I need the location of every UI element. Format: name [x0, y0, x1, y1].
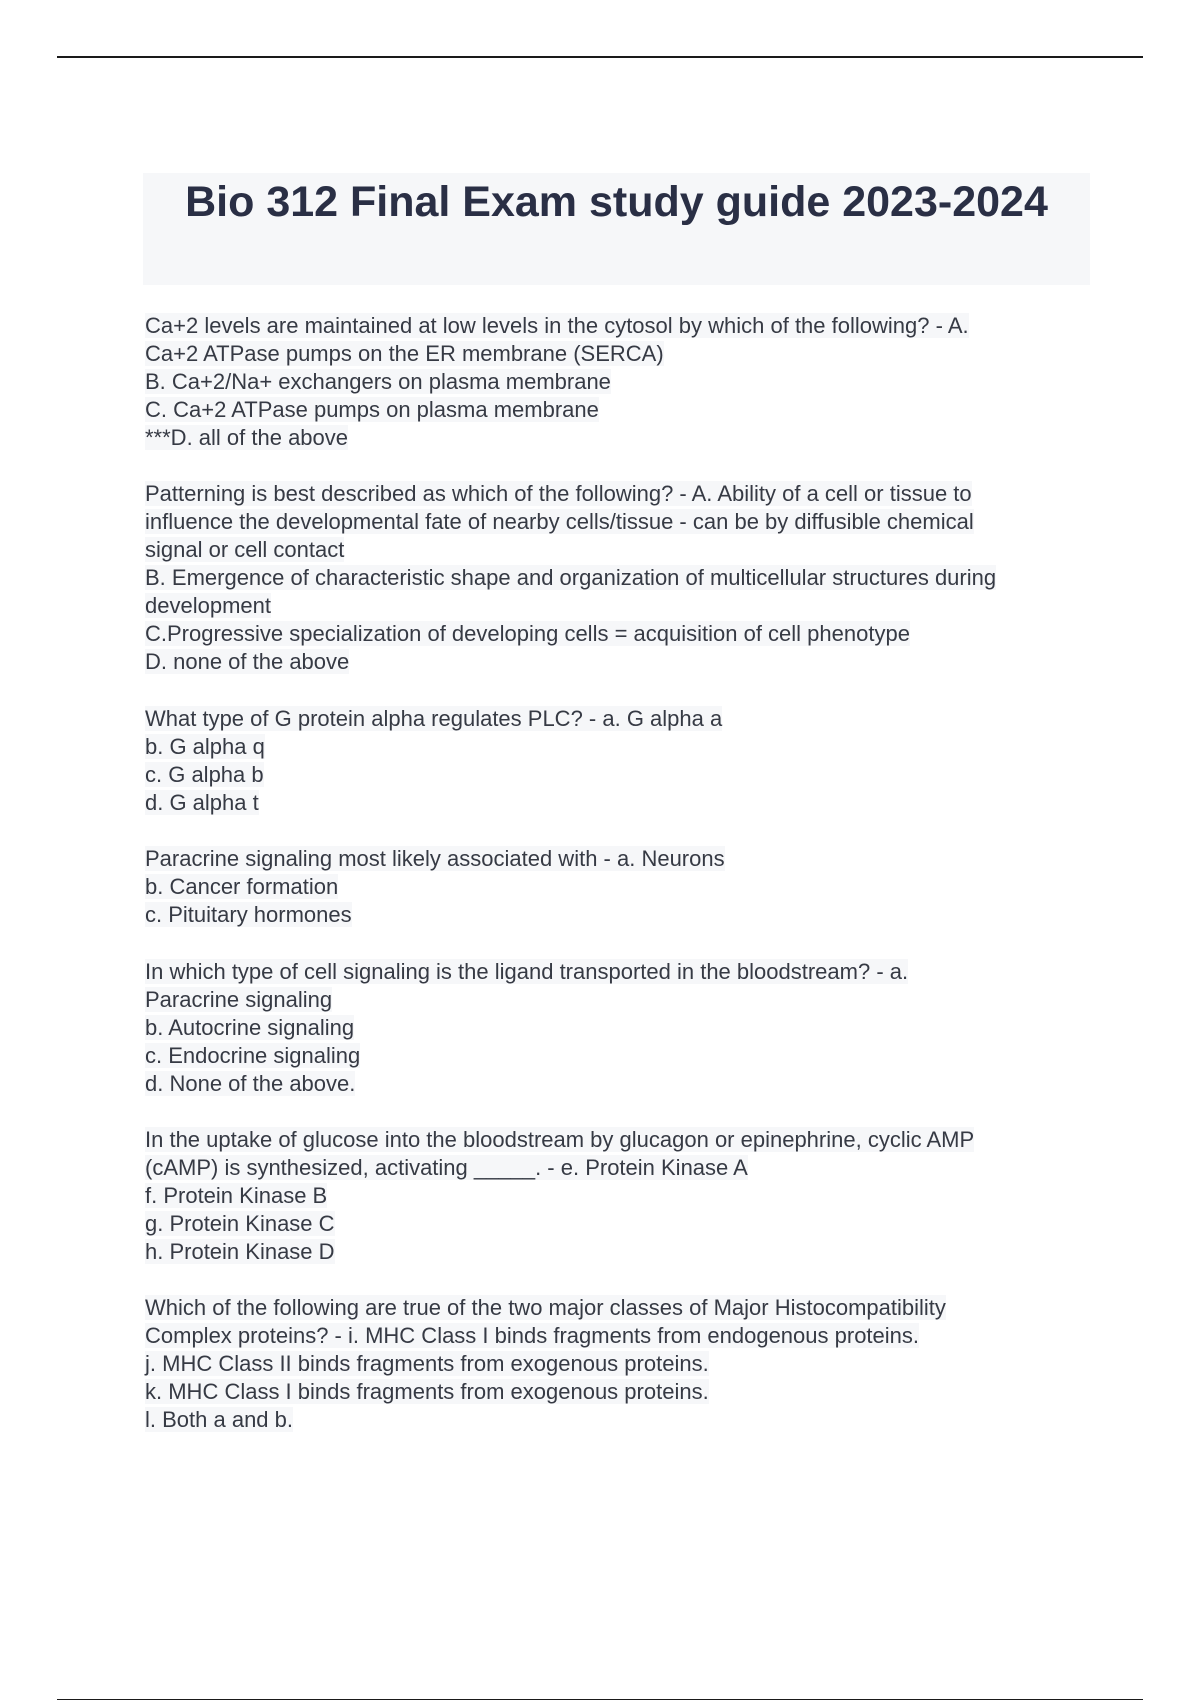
text-line: development — [145, 593, 271, 619]
answer-option — [145, 592, 1090, 620]
question-block — [145, 1294, 1090, 1434]
answer-option — [145, 620, 1090, 648]
question-text — [145, 958, 1090, 986]
answer-option — [145, 508, 1090, 536]
answer-option — [145, 1406, 1090, 1434]
question-text — [145, 480, 1090, 508]
answer-option — [145, 424, 1090, 452]
text-line: Complex proteins? - i. MHC Class I binds fragments from endogenous proteins. — [145, 1323, 920, 1349]
text-line: Paracrine signaling — [145, 986, 333, 1012]
text-line: g. Protein Kinase C — [145, 1210, 335, 1236]
text-line: d. None of the above. — [145, 1070, 356, 1096]
answer-option — [145, 564, 1090, 592]
text-line: In which type of cell signaling is the ligand transported in the bloodstream? - a. — [145, 958, 909, 984]
top-rule — [57, 56, 1143, 58]
answer-option — [145, 1070, 1090, 1098]
question-text — [145, 845, 1090, 873]
text-line: c. Pituitary hormones — [145, 902, 352, 928]
text-line: B. Emergence of characteristic shape and organization of multicellular structures during — [145, 565, 997, 591]
answer-option — [145, 1238, 1090, 1266]
text-line: f. Protein Kinase B — [145, 1182, 328, 1208]
page-title: Bio 312 Final Exam study guide 2023-2024 — [185, 178, 1048, 226]
text-line: signal or cell contact — [145, 537, 345, 563]
text-line: In the uptake of glucose into the bloodstream by glucagon or epinephrine, cyclic AMP — [145, 1126, 975, 1152]
text-line: l. Both a and b. — [145, 1407, 293, 1433]
question-block — [145, 845, 1090, 929]
answer-option — [145, 1350, 1090, 1378]
text-line: D. none of the above — [145, 649, 350, 675]
answer-option — [145, 761, 1090, 789]
text-line: C. Ca+2 ATPase pumps on plasma membrane — [145, 397, 599, 422]
question-block — [145, 1126, 1090, 1266]
text-line: C.Progressive specialization of developing cells = acquisition of cell phenotype — [145, 621, 910, 647]
text-line: ***D. all of the above — [145, 425, 349, 450]
text-line: b. Cancer formation — [145, 874, 339, 900]
text-line: influence the developmental fate of nearby cells/tissue - can be by diffusible chemical — [145, 509, 974, 535]
text-line: c. Endocrine signaling — [145, 1042, 361, 1068]
answer-option — [145, 1042, 1090, 1070]
answer-option — [145, 1182, 1090, 1210]
question-text — [145, 312, 1090, 340]
question-list — [145, 312, 1090, 1463]
text-line: Paracrine signaling most likely associated with - a. Neurons — [145, 846, 725, 872]
answer-option — [145, 396, 1090, 424]
question-text — [145, 1294, 1090, 1322]
question-text — [145, 705, 1090, 733]
answer-option — [145, 368, 1090, 396]
text-line: Patterning is best described as which of the following? - A. Ability of a cell or tissue to — [145, 481, 972, 507]
question-block — [145, 480, 1090, 676]
text-line: k. MHC Class I binds fragments from exogenous proteins. — [145, 1379, 709, 1405]
text-line: b. Autocrine signaling — [145, 1014, 355, 1040]
text-line: j. MHC Class II binds fragments from exogenous proteins. — [145, 1351, 709, 1377]
answer-option — [145, 1210, 1090, 1238]
answer-option — [145, 648, 1090, 676]
question-block — [145, 705, 1090, 817]
answer-option — [145, 986, 1090, 1014]
text-line: b. G alpha q — [145, 733, 265, 759]
text-line: Ca+2 levels are maintained at low levels in the cytosol by which of the following? - A. — [145, 313, 969, 338]
text-line: c. G alpha b — [145, 761, 264, 787]
answer-option — [145, 789, 1090, 817]
answer-option — [145, 536, 1090, 564]
answer-option — [145, 873, 1090, 901]
answer-option — [145, 1322, 1090, 1350]
question-block — [145, 312, 1090, 452]
text-line: (cAMP) is synthesized, activating _____. - e. Protein Kinase A — [145, 1154, 748, 1180]
answer-option — [145, 1378, 1090, 1406]
question-text — [145, 1126, 1090, 1154]
text-line: Ca+2 ATPase pumps on the ER membrane (SERCA) — [145, 341, 664, 366]
answer-option — [145, 340, 1090, 368]
answer-option — [145, 1154, 1090, 1182]
title-block — [143, 173, 1090, 285]
text-line: Which of the following are true of the two major classes of Major Histocompatibility — [145, 1295, 946, 1321]
answer-option — [145, 901, 1090, 929]
answer-option — [145, 733, 1090, 761]
text-line: d. G alpha t — [145, 789, 259, 815]
answer-option — [145, 1014, 1090, 1042]
question-block — [145, 958, 1090, 1098]
text-line: What type of G protein alpha regulates PLC? - a. G alpha a — [145, 705, 723, 731]
text-line: h. Protein Kinase D — [145, 1238, 335, 1264]
text-line: B. Ca+2/Na+ exchangers on plasma membrane — [145, 369, 611, 394]
